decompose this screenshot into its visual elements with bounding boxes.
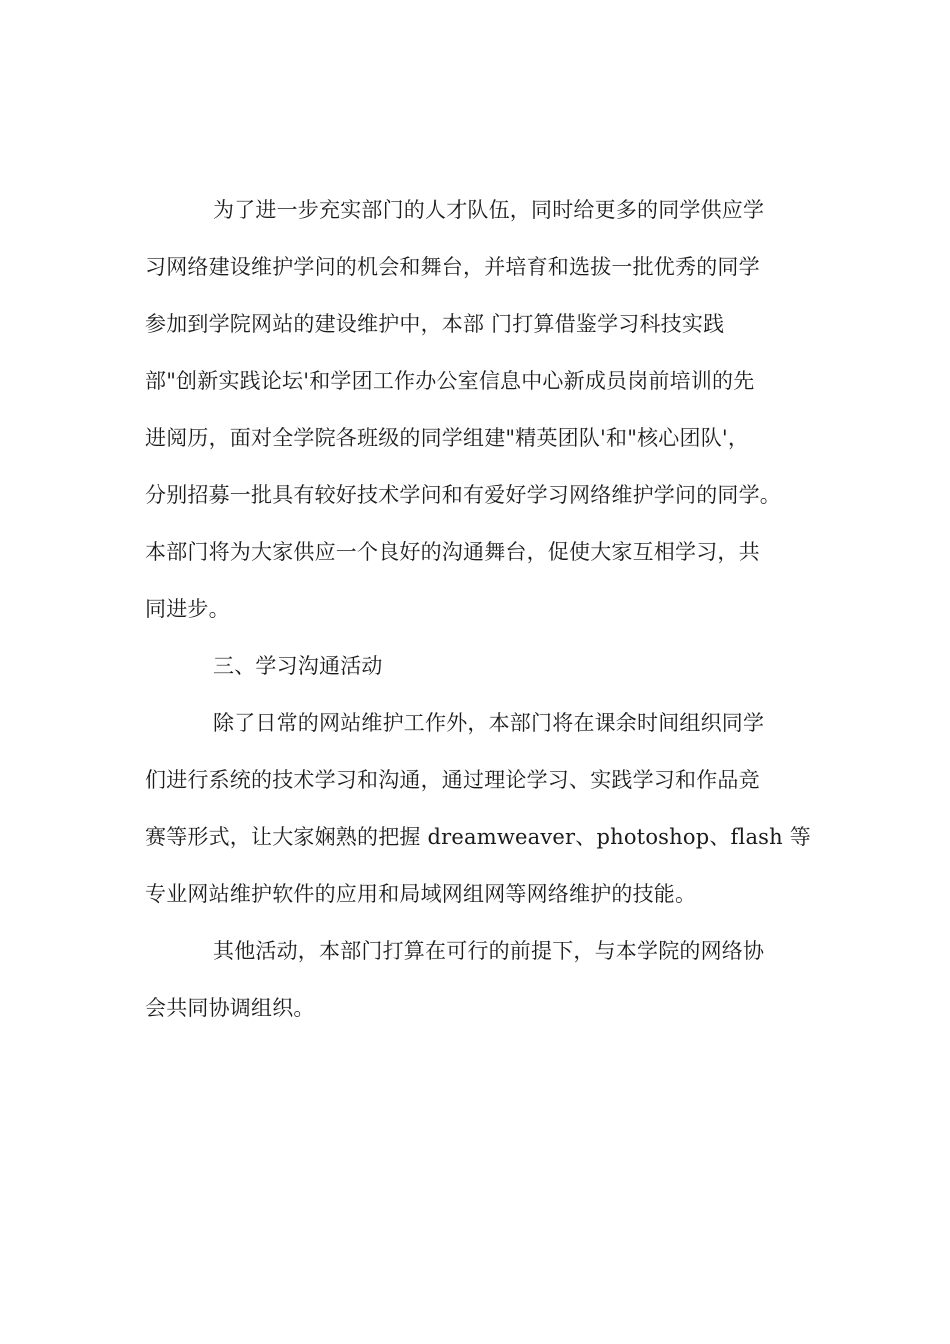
paragraph-line: 赛等形式，让大家娴熟的把握 dreamweaver、photoshop、flash 等 — [145, 825, 811, 849]
paragraph-line: 们进行系统的技术学习和沟通，通过理论学习、实践学习和作品竞 — [145, 768, 760, 792]
paragraph-line: 同进步。 — [145, 597, 230, 621]
paragraph-line: 会共同协调组织。 — [145, 996, 315, 1020]
paragraph-line: 进阅历，面对全学院各班级的同学组建"精英团队'和"核心团队'， — [145, 426, 750, 450]
paragraph-line: 其他活动，本部门打算在可行的前提下，与本学院的网络协 — [213, 939, 765, 963]
paragraph-line: 为了进一步充实部门的人才队伍，同时给更多的同学供应学 — [213, 198, 765, 222]
paragraph-line: 分别招募一批具有较好技术学问和有爱好学习网络维护学问的同学。 — [145, 483, 781, 507]
paragraph-line: 习网络建设维护学问的机会和舞台，并培育和选拔一批优秀的同学 — [145, 255, 760, 279]
paragraph-line: 部"创新实践论坛'和学团工作办公室信息中心新成员岗前培训的先 — [145, 369, 755, 393]
paragraph-line: 本部门将为大家供应一个良好的沟通舞台，促使大家互相学习，共 — [145, 540, 760, 564]
section-heading: 三、学习沟通活动 — [213, 654, 383, 678]
paragraph-line: 参加到学院网站的建设维护中，本部 门打算借鉴学习科技实践 — [145, 312, 725, 336]
paragraph-line: 除了日常的网站维护工作外，本部门将在课余时间组织同学 — [213, 711, 765, 735]
paragraph-line: 专业网站维护软件的应用和局域网组网等网络维护的技能。 — [145, 882, 697, 906]
